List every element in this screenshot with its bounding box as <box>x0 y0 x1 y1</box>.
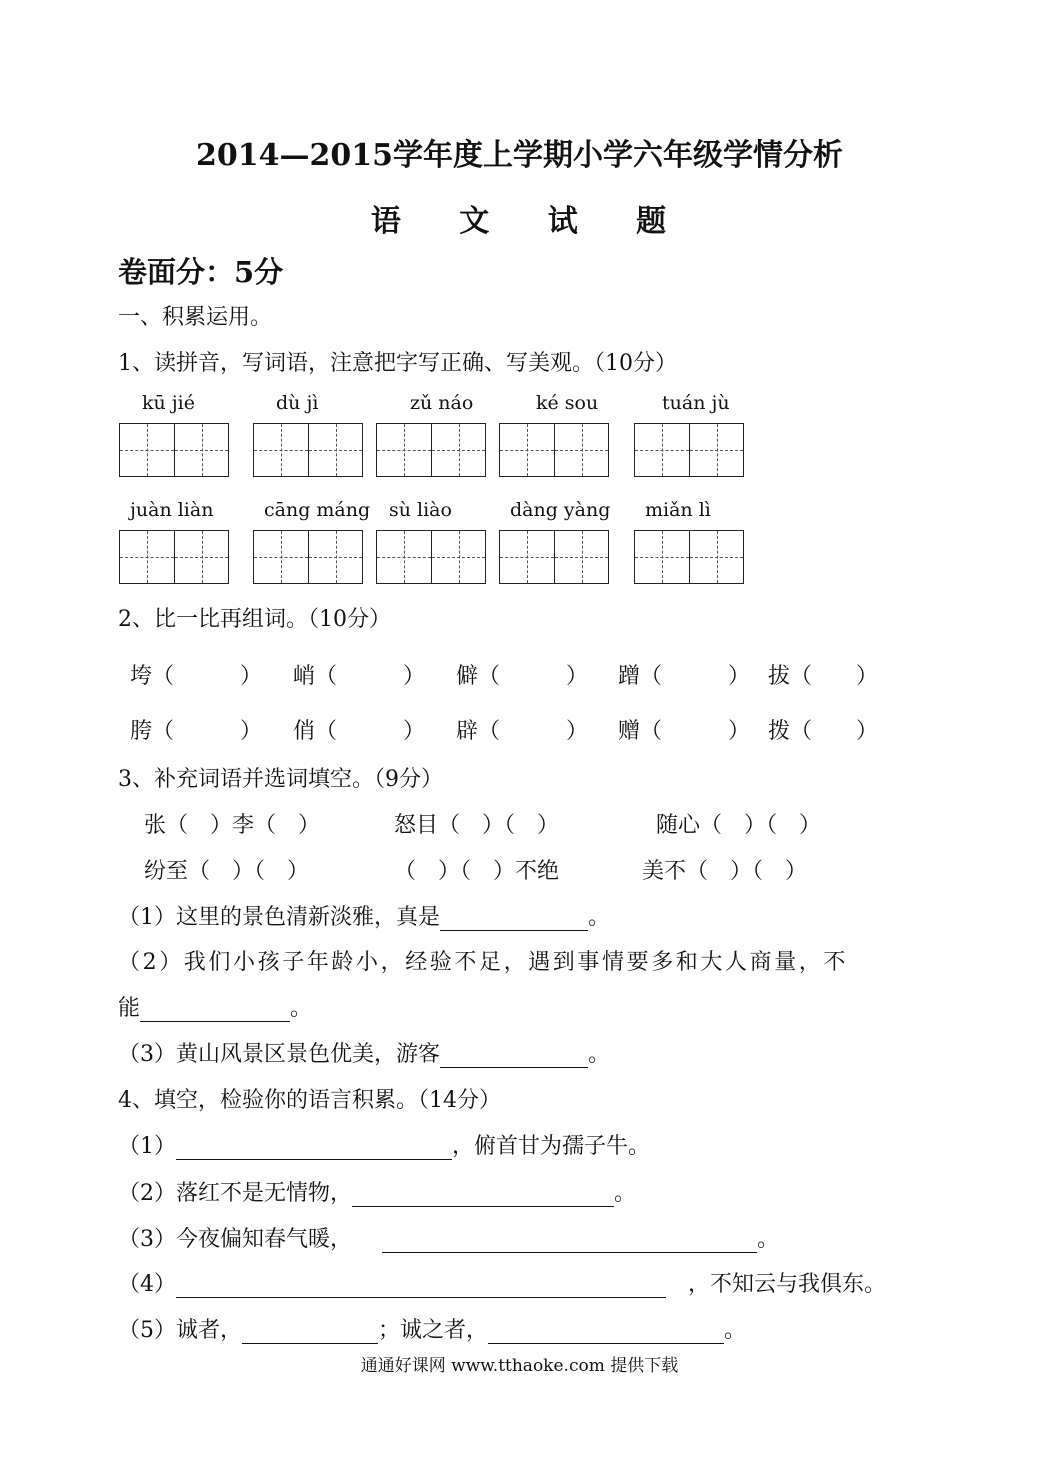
pinyin-label: zǔ náo <box>410 392 474 414</box>
sentence-text: 。 <box>614 1181 637 1206</box>
word-pair-item: 拨（ ） <box>768 719 879 744</box>
subtitle-char: 语 <box>370 204 403 239</box>
subtitle-char: 试 <box>547 204 580 239</box>
writing-grid[interactable] <box>119 530 229 584</box>
fill-sentence <box>118 991 312 1022</box>
sentence-text: ，俯首甘为孺子牛。 <box>452 1134 651 1159</box>
pinyin-label: tuán jù <box>662 392 730 414</box>
subtitle-char: 题 <box>636 204 669 239</box>
poem-fill <box>118 1176 636 1207</box>
word-pair-item: 峭（ ） <box>293 664 426 689</box>
idiom-item: 怒目（ ）（ ） <box>394 813 560 838</box>
sentence-text: （5）诚者， <box>118 1318 242 1343</box>
question-3-prompt: 3、补充词语并选词填空。（9分） <box>118 767 443 792</box>
word-pair-item: 胯（ ） <box>130 719 263 744</box>
idiom-item: （ ）（ ）不绝 <box>394 859 560 884</box>
writing-grid[interactable] <box>119 423 229 477</box>
poem-fill <box>118 1129 650 1160</box>
question-1-prompt: 1、读拼音，写词语，注意把字写正确、写美观。（10分） <box>118 351 677 376</box>
word-pair-item: 蹭（ ） <box>618 664 751 689</box>
paper-score: 卷面分：5分 <box>118 255 284 289</box>
writing-grid[interactable] <box>634 530 744 584</box>
sentence-text: 。 <box>290 996 313 1021</box>
idiom-item: 美不（ ）（ ） <box>642 859 808 884</box>
pinyin-label: dàng yàng <box>510 499 611 521</box>
fill-sentence-line: （2）我们小孩子年龄小，经验不足，遇到事情要多和大人商量，不 <box>118 950 848 975</box>
answer-blank[interactable] <box>488 1321 724 1344</box>
pinyin-label: kū jié <box>142 392 196 414</box>
writing-grid[interactable] <box>253 530 363 584</box>
poem-fill <box>118 1267 886 1298</box>
poem-fill <box>118 1313 746 1344</box>
pinyin-label: dù jì <box>276 392 319 414</box>
answer-blank[interactable] <box>440 1045 588 1068</box>
idiom-item: 随心（ ）（ ） <box>656 813 822 838</box>
answer-blank[interactable] <box>382 1230 757 1253</box>
sentence-text: （2）落红不是无情物， <box>118 1181 352 1206</box>
answer-blank[interactable] <box>176 1275 666 1298</box>
writing-grid[interactable] <box>253 423 363 477</box>
sentence-text: 。 <box>724 1318 747 1343</box>
sentence-text: 。 <box>588 1042 611 1067</box>
writing-grid[interactable] <box>634 423 744 477</box>
writing-grid[interactable] <box>376 423 486 477</box>
idiom-item: 纷至（ ）（ ） <box>144 859 310 884</box>
writing-grid[interactable] <box>499 530 609 584</box>
sentence-text: 。 <box>757 1227 780 1252</box>
sentence-text: ，不知云与我俱东。 <box>688 1272 887 1297</box>
exam-subtitle <box>0 196 1039 240</box>
exam-title: 2014—2015学年度上学期小学六年级学情分析 <box>196 138 843 173</box>
word-pair-item: 俏（ ） <box>293 719 426 744</box>
pinyin-label: cāng máng <box>264 499 371 521</box>
section-heading: 一、积累运用。 <box>118 305 273 330</box>
word-pair-item: 拔（ ） <box>768 664 879 689</box>
fill-sentence <box>118 900 610 931</box>
sentence-text: （3）黄山风景区景色优美，游客 <box>118 1042 440 1067</box>
question-4-prompt: 4、填空，检验你的语言积累。（14分） <box>118 1088 501 1113</box>
word-pair-item: 辟（ ） <box>456 719 589 744</box>
word-pair-item: 僻（ ） <box>456 664 589 689</box>
writing-grid[interactable] <box>376 530 486 584</box>
sentence-text: （3）今夜偏知春气暖， <box>118 1227 352 1252</box>
pinyin-label: ké sou <box>536 392 599 414</box>
sentence-text: 。 <box>588 905 611 930</box>
question-2-prompt: 2、比一比再组词。（10分） <box>118 607 391 632</box>
sentence-text: （1） <box>118 1134 176 1159</box>
answer-blank[interactable] <box>140 999 290 1022</box>
pinyin-label: sù liào <box>389 499 452 521</box>
answer-blank[interactable] <box>176 1137 452 1160</box>
pinyin-label: miǎn lì <box>645 499 711 521</box>
word-pair-item: 垮（ ） <box>130 664 263 689</box>
sentence-text: 能 <box>118 996 141 1021</box>
sentence-text: ；诚之者， <box>378 1318 489 1343</box>
pinyin-label: juàn liàn <box>130 499 214 521</box>
writing-grid[interactable] <box>499 423 609 477</box>
answer-blank[interactable] <box>440 908 588 931</box>
subtitle-char: 文 <box>459 204 492 239</box>
poem-fill <box>118 1222 779 1253</box>
answer-blank[interactable] <box>352 1184 614 1207</box>
sentence-text: （4） <box>118 1272 176 1297</box>
footer-source: 通通好课网 www.tthaoke.com 提供下载 <box>360 1356 679 1376</box>
sentence-text: （1）这里的景色清新淡雅，真是 <box>118 905 440 930</box>
answer-blank[interactable] <box>242 1321 378 1344</box>
fill-sentence <box>118 1037 610 1068</box>
idiom-item: 张（ ）李（ ） <box>144 813 321 838</box>
word-pair-item: 赠（ ） <box>618 719 751 744</box>
